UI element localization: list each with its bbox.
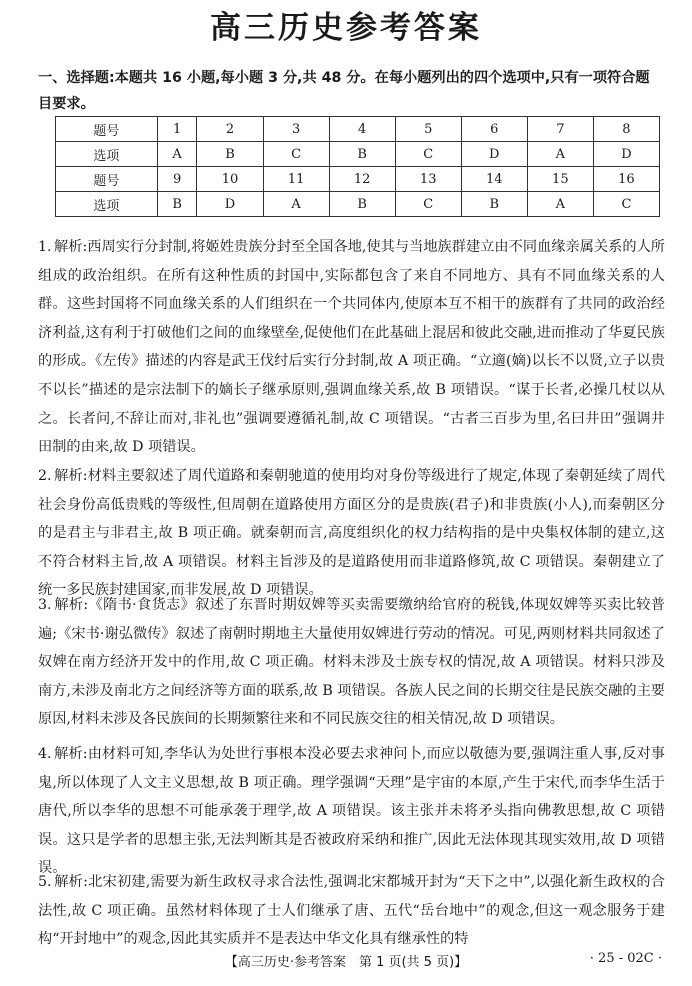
answer-cell: 10	[197, 167, 263, 192]
answer-cell: 3	[263, 117, 329, 142]
explanation-4	[38, 740, 665, 883]
answer-cell: D	[197, 192, 263, 217]
answer-cell: C	[395, 192, 461, 217]
answer-row-header: 题号	[56, 167, 158, 192]
explanation-text: 解析:《隋书·食货志》叙述了东晋时期奴婢等买卖需要缴纳给官府的税钱,体现奴婢等买卖比较普遍;《宋书·谢弘微传》叙述了南朝时期地主大量使用奴婢进行劳动的情况。可见,两则材料共同叙述了奴婢在南方经济开发中的作用,故 C 项正确。材料未涉及士族专权的情况,故 A 项错误。材料只涉及南方,未涉及南北方之间经济等方面的联系,故 B 项错误。各族人民之间的长期交往是民族交融的主要原因,材料未涉及各民族间的长期频繁往来和不同民族交往的相关情况,故 D 项错误。	[38, 597, 665, 728]
answer-cell: C	[263, 142, 329, 167]
answer-cell: A	[157, 142, 197, 167]
answer-cell: A	[263, 192, 329, 217]
explanation-3	[38, 591, 665, 734]
page-title: 高三历史参考答案	[210, 10, 482, 46]
answer-row-header: 选项	[56, 192, 158, 217]
answer-cell: D	[461, 142, 527, 167]
answer-cell: 16	[593, 167, 659, 192]
explanation-number: 1.	[38, 239, 52, 255]
answer-cell: B	[197, 142, 263, 167]
answer-cell: C	[593, 192, 659, 217]
answer-cell: 9	[157, 167, 197, 192]
footer-code: · 25 - 02C ·	[589, 951, 662, 966]
answer-row	[56, 117, 660, 142]
answer-row	[56, 192, 660, 217]
answer-row	[56, 142, 660, 167]
explanation-2	[38, 462, 665, 605]
answer-cell: 1	[157, 117, 197, 142]
answer-row-header: 选项	[56, 142, 158, 167]
explanation-number: 3.	[38, 597, 52, 613]
explanation-number: 4.	[38, 746, 52, 762]
explanation-text: 解析:西周实行分封制,将姬姓贵族分封至全国各地,使其与当地族群建立由不同血缘亲属关系的人所组成的政治组织。在所有这种性质的封国中,实际都包含了来自不同地方、具有不同血缘关系的人群。这些封国将不同血缘关系的人们组织在一个共同体内,使原本互不相干的族群有了共同的政治经济利益,这有利于打破他们之间的血缘壁垒,促使他们在此基础上混居和彼此交融,进而推动了华夏民族的形成。《左传》描述的内容是武王伐纣后实行分封制,故 A 项正确。“立適(嫡)以长不以贤,立子以贵不以长”描述的是宗法制下的嫡长子继承原则,强调血缘关系,故 B 项错误。“谋于长者,必操几杖以从之。长者问,不辞让而对,非礼也”强调要遵循礼制,故 C 项错误。“古者三百步为里,名曰井田”强调井田制的由来,故 D 项错误。	[38, 239, 665, 456]
answer-cell: 8	[593, 117, 659, 142]
answer-table	[55, 116, 660, 217]
answer-cell: 12	[329, 167, 395, 192]
explanation-text: 解析:由材料可知,李华认为处世行事根本没必要去求神问卜,而应以敬德为要,强调注重人事,反对事鬼,所以体现了人文主义思想,故 B 项正确。理学强调“天理”是宇宙的本原,产生于宋代,而李华生活于唐代,所以李华的思想不可能承袭于理学,故 A 项错误。该主张并未将矛头指向佛教思想,故 C 项错误。这只是学者的思想主张,无法判断其是否被政府采纳和推广,因此无法体现其现实效用,故 D 项错误。	[38, 746, 665, 877]
answer-cell: B	[329, 142, 395, 167]
answer-cell: 5	[395, 117, 461, 142]
explanation-1	[38, 233, 665, 462]
answer-cell: B	[329, 192, 395, 217]
explanation-5	[38, 868, 665, 954]
answer-cell: 14	[461, 167, 527, 192]
answer-row	[56, 167, 660, 192]
answer-cell: 4	[329, 117, 395, 142]
explanation-text: 解析:材料主要叙述了周代道路和秦朝驰道的使用均对身份等级进行了规定,体现了秦朝延续了周代社会身份高低贵贱的等级性,但周朝在道路使用方面区分的是贵族(君子)和非贵族(小人),而秦朝区分的是君主与非君主,故 B 项正确。就秦朝而言,高度组织化的权力结构指的是中央集权体制的建立,这不符合材料主旨,故 A 项错误。材料主旨涉及的是道路使用而非道路修筑,故 C 项错误。秦朝建立了统一多民族封建国家,而非发展,故 D 项错误。	[38, 468, 665, 599]
answer-row-header: 题号	[56, 117, 158, 142]
answer-cell: 7	[527, 117, 593, 142]
answer-cell: 6	[461, 117, 527, 142]
answer-cell: 11	[263, 167, 329, 192]
answer-cell: A	[527, 142, 593, 167]
section-heading: 一、选择题:本题共 16 小题,每小题 3 分,共 48 分。在每小题列出的四个选项中,只有一项符合题目要求。	[38, 70, 650, 112]
answer-cell: D	[593, 142, 659, 167]
explanation-number: 2.	[38, 468, 52, 484]
answer-cell: B	[157, 192, 197, 217]
answer-cell: 2	[197, 117, 263, 142]
answer-cell: B	[461, 192, 527, 217]
footer-page-info: 【高三历史·参考答案 第 1 页(共 5 页)】	[224, 955, 468, 970]
explanation-number: 5.	[38, 874, 52, 890]
answer-cell: 15	[527, 167, 593, 192]
explanation-text: 解析:北宋初建,需要为新生政权寻求合法性,强调北宋都城开封为“天下之中”,以强化新生政权的合法性,故 C 项正确。虽然材料体现了士人们继承了唐、五代“岳台地中”的观念,但这一观念服务于建构“开封地中”的观念,因此其实质并不是表达中华文化具有继承性的特	[38, 874, 665, 948]
answer-cell: 13	[395, 167, 461, 192]
answer-cell: A	[527, 192, 593, 217]
answer-cell: C	[395, 142, 461, 167]
